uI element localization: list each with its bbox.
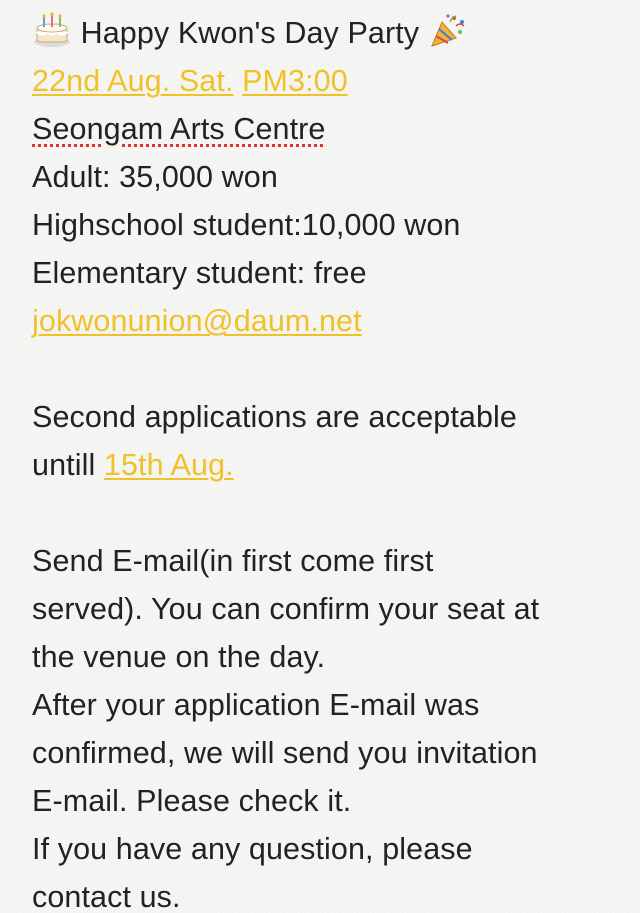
body-line: E-mail. Please check it. [32,784,352,818]
blank-line [32,489,628,537]
body-line: After your application E-mail was [32,688,480,722]
body-line: the venue on the day. [32,640,326,674]
price-adult: Adult: 35,000 won [32,160,278,194]
price-elementary: Elementary student: free [32,256,367,290]
note-title-line [32,9,628,57]
note-venue-line [32,105,628,153]
second-app-line-2 [32,441,628,489]
note-title: Happy Kwon's Day Party [80,16,420,50]
time-link[interactable]: PM3:00 [242,64,348,98]
deadline-link[interactable]: 15th Aug. [103,448,234,482]
body-line: If you have any question, please [32,832,473,866]
second-app-line-1: Second applications are acceptable [32,400,517,434]
birthday-cake-icon [32,12,72,48]
party-popper-icon [428,12,468,48]
second-app-prefix: untill [32,448,104,482]
note-email-line [32,297,628,345]
note-body[interactable] [32,9,628,913]
body-line: contact us. [32,880,181,913]
price-highschool: Highschool student:10,000 won [32,208,461,242]
venue-name: Seongam Arts Centre [32,112,326,146]
note-date-line [32,57,628,105]
body-line: served). You can confirm your seat at [32,592,540,626]
date-link[interactable]: 22nd Aug. Sat. [32,64,234,98]
body-line: Send E-mail(in first come first [32,544,434,578]
blank-line [32,345,628,393]
body-line: confirmed, we will send you invitation [32,736,538,770]
email-link[interactable]: jokwonunion@daum.net [32,304,362,338]
